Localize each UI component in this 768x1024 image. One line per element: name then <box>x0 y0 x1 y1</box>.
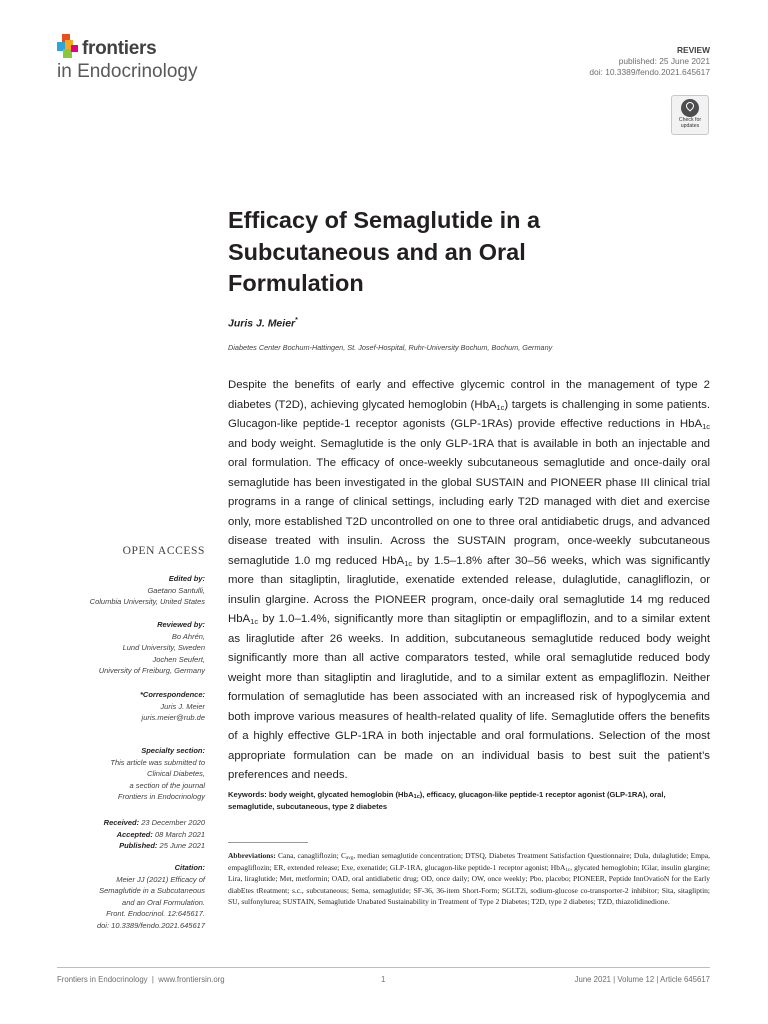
affiliation: Diabetes Center Bochum-Hattingen, St. Josef-Hospital, Ruhr-University Bochum, Bochum, Germany <box>228 343 553 352</box>
frontiers-logo-icon <box>57 34 81 60</box>
check-updates-line2: updates <box>680 122 700 129</box>
correspondence-email[interactable]: juris.meier@rub.de <box>141 713 205 722</box>
article-meta <box>589 45 710 78</box>
check-updates-line1: Check for <box>678 117 702 123</box>
page-number: 1 <box>381 975 386 984</box>
open-access-label: OPEN ACCESS <box>122 545 205 557</box>
author <box>228 317 298 330</box>
article-doi[interactable]: doi: 10.3389/fendo.2021.645617 <box>589 67 710 77</box>
article-type: REVIEW <box>676 45 710 55</box>
abbreviations-divider <box>228 842 308 843</box>
specialty-section: Specialty section: This article was submitted to Clinical Diabetes, a section of the journal Frontiers in Endocrinology <box>110 746 205 801</box>
reviewed-by: Reviewed by: Bo Ahrén, Lund University, Sweden Jochen Seufert, University of Freiburg, Germany <box>98 620 205 675</box>
edited-by: Edited by: Gaetano Santulli, Columbia University, United States <box>89 574 205 606</box>
check-updates-icon <box>681 99 699 117</box>
footer-divider <box>57 967 710 968</box>
footer-url[interactable]: www.frontiersin.org <box>158 975 225 984</box>
footer-journal: Frontiers in Endocrinology | www.frontiersin.org <box>57 975 225 984</box>
citation: Citation: Meier JJ (2021) Efficacy of Semaglutide in a Subcutaneous and an Oral Formulation. Front. Endocrinol. 12:645617. doi: 10.3389/fendo.2021.645617 <box>96 863 205 930</box>
abbreviations: Abbreviations: Cana, canagliflozin; $C_{avg}$, median semaglutide concentration; DTSQ, Diabetes Treatment Satisfaction Questionnaire; Dula, dulaglutide; Empa, empagliflozin; ER, extended release; Exe, exenatide; GLP-1RA, glucagon-like peptide-1 receptor agonist; HbA$_{1c}$, glycated hemoglobin; IGlar, insulin glargine; Lira, liraglutide; Met, metformin; OAD, oral antidiabetic drug; OD, once daily; OW, once weekly; Pbo, placebo; PIONEER, Peptide InnOvatioN for the Early diabEtes tReatment; s.c., subcutaneous; Sema, semaglutide; SF-36, 36-item Short-Form; SGLT2i, sodium-glucose co-transporter-2 inhibitor; Sita, sitagliptin; SU, sulfonylurea; SUSTAIN, Semaglutide Unabated Sustainability in Treatment of Type 2 Diabetes; T2D, type 2 diabetes; TZD, thiazolidinedione. <box>228 851 710 907</box>
published-date: published: 25 June 2021 <box>618 56 710 66</box>
author-name[interactable]: Juris J. Meier <box>228 317 296 330</box>
journal-brand: frontiers <box>82 38 157 59</box>
abstract: Despite the benefits of early and effective glycemic control in the management of type 2 diabetes (T2D), achieving glycated hemoglobin (HbA$_{1c}$) targets is challenging in some patients. Glucagon-like peptide-1 receptor agonists (GLP-1RAs) provide effective reductions in HbA$_{1c}$ and body weight. Semaglutide is the only GLP-1RA that is available in both an injectable and oral formulation. The efficacy of once-weekly subcutaneous semaglutide and once-daily oral semaglutide has been investigated in the global SUSTAIN and PIONEER phase III clinical trial programs in a range of clinical settings, including early T2D managed with diet and exercise only, more established T2D uncontrolled on one to three oral antidiabetic drugs, and advanced disease treated with insulin. Across the SUSTAIN program, once-weekly subcutaneous semaglutide 1.0 mg reduced HbA$_{1c}$ by 1.5–1.8% after 30–56 weeks, which was significantly more than sitagliptin, liraglutide, exenatide extended release, dulaglutide, canagliflozin, or insulin glargine. Across the PIONEER program, once-daily oral semaglutide 14 mg reduced HbA$_{1c}$ by 1.0–1.4%, significantly more than sitagliptin or empagliflozin, and to a similar extent as liraglutide after 26 weeks. In addition, subcutaneous semaglutide reduced body weight significantly more than all active comparators tested, while oral semaglutide reduced body weight more than sitagliptin and liraglutide, and to a similar extent as empagliflozin. Neither formulation of semaglutide has been associated with an increased risk of hypoglycemia and both improve various measures of health-related quality of life. Semaglutide offers the benefits of a highly effective GLP-1RA in both injectable and oral formulations. Selection of the most appropriate formulation can be made on an individual basis to best suit the patient’s preferences and needs. <box>228 379 711 781</box>
correspondence: *Correspondence: Juris J. Meier juris.meier@rub.de <box>139 690 205 722</box>
footer-issue: June 2021 | Volume 12 | Article 645617 <box>574 975 710 984</box>
article-dates: Received: 23 December 2020 Accepted: 08 March 2021 Published: 25 June 2021 <box>103 818 205 850</box>
article-title: Efficacy of Semaglutide in a Subcutaneous and an Oral Formulation <box>228 207 541 296</box>
keywords: Keywords: body weight, glycated hemoglobin (HbA$_{1c}$), efficacy, glucagon-like peptide-1 receptor agonist (GLP-1RA), oral, semaglutide, subcutaneous, type 2 diabetes <box>228 790 666 811</box>
journal-name: in Endocrinology <box>57 61 198 82</box>
author-mark: * <box>295 317 298 324</box>
check-for-updates-badge[interactable] <box>671 95 709 135</box>
